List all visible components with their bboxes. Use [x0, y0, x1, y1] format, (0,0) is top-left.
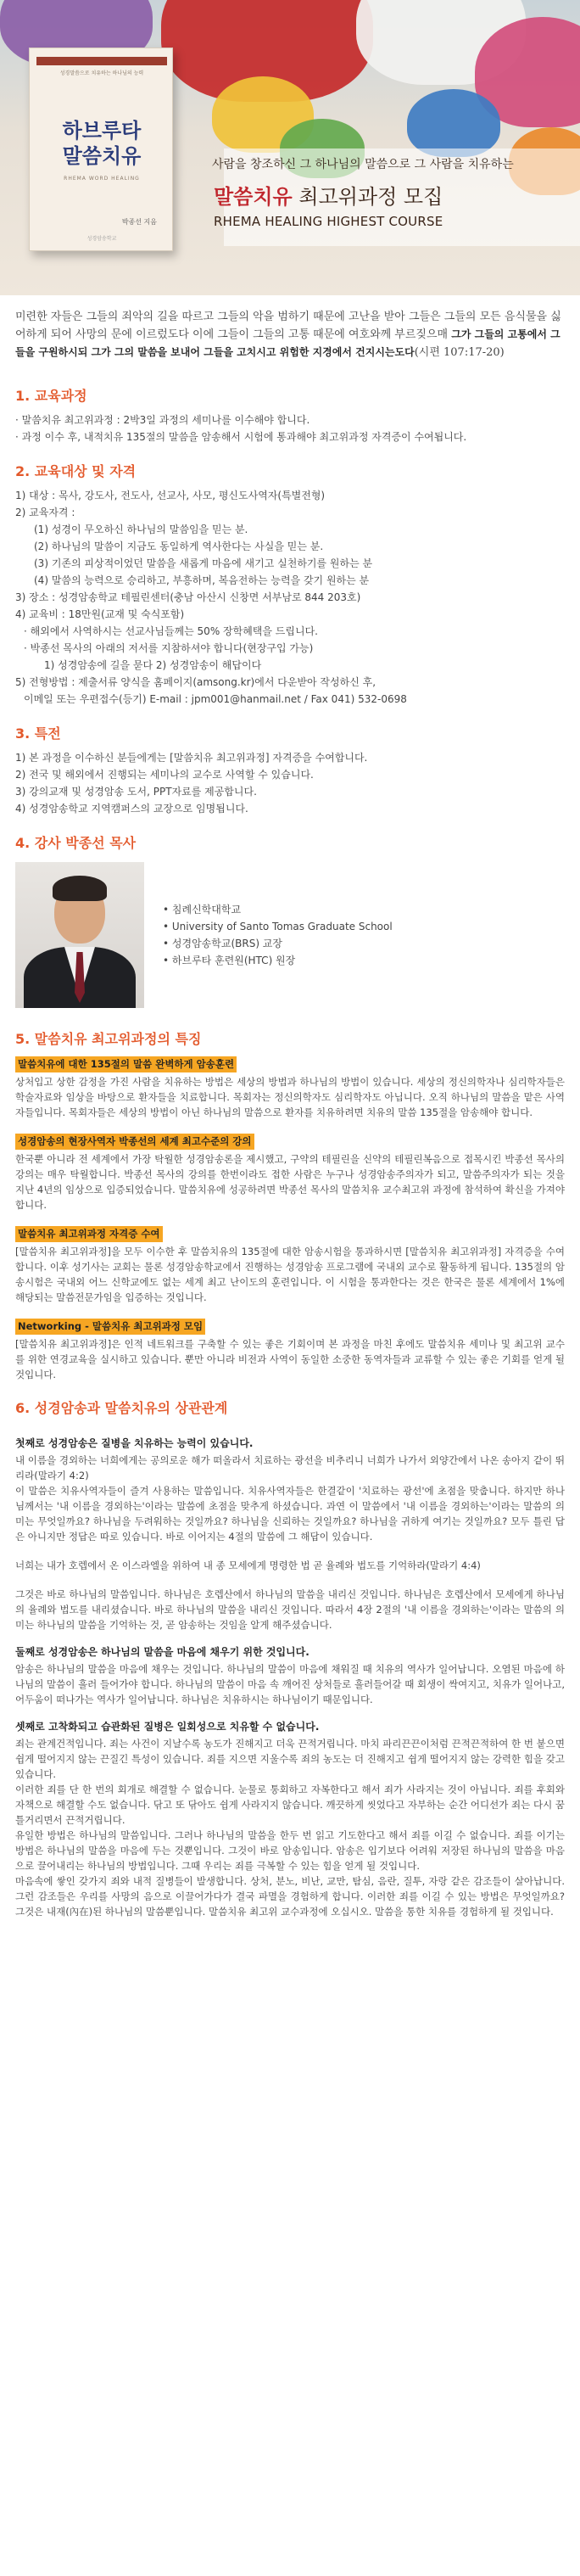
section-line: (4) 말씀의 능력으로 승리하고, 부흥하며, 복음전하는 능력을 갖기 원하는 분	[34, 574, 370, 586]
section-eligibility	[0, 461, 580, 708]
feature-heading: 성경암송의 현장사역자 박종선의 세계 최고수준의 강의	[15, 1134, 254, 1150]
point-heading: 셋째로 고착화되고 습관화된 질병은 일회성으로 치유할 수 없습니다.	[15, 1721, 320, 1733]
section-lecturer	[0, 832, 580, 852]
feature-body: [말씀치유 최고위과정]을 모두 이수한 후 말씀치유의 135절에 대한 암송시험을 통과하시면 [말씀치유 최고위과정] 자격증을 수여합니다. 이후 성기사는 교회는 물론 성경암송학교에서 진행하는 성경암송 프로그램에 국내외 교수로 활동하게 됩니다. 135절의 암송시험은 국내외 어느 신학교에도 없는 세계 최고 난이도의 훈련입니다. 이 시험을 통과한다는 것은 한국은 물론 세계에서 1%에 해당되는 말씀전문가임을 입증하는 것입니다.	[15, 1246, 565, 1303]
hero-title-main: 말씀치유	[214, 185, 293, 209]
spacer	[15, 1573, 565, 1585]
section-line: 이메일 또는 우편접수(등기) E-mail : jpm001@hanmail.net / Fax 041) 532-0698	[24, 693, 407, 705]
intro-bold: 그가 그들의 고통에서 그들을 구원하시되 그가 그의 말씀을 보내어 그들을 고치시고 위험한 지경에서 건지시는도다	[15, 328, 560, 358]
point-body: 내 이름을 경외하는 너희에게는 공의로운 해가 떠올라서 치료하는 광선을 비추리니 너희가 나가서 외양간에서 나온 송아지 같이 뛰리라(말라기 4:2) 이 말씀은 치유사역자들이 즐겨 사용하는 말씀입니다. 치유사역자들은 한결같이 '치료하는 광선'에 초점을 맞춥니다. 하지만 하나님께서는 '내 이름을 경외하는'이라는 말씀에 초점을 맞추게 하셨습니다. 과연 이 말씀에서 '내 이름을 경외하는'이라는 말씀의 의미는 무엇일까요? 하나님을 두려워하는 것일까요? 하나님을 신뢰하는 것일까요? 하나님을 귀하게 여기는 것일까요? 모두 틀린 답은 아니지만 정답은 따로 있습니다. 바로 이어지는 4절의 말씀에 그 해답이 있습니다.	[15, 1454, 565, 1543]
feature-heading: Networking - 말씀치유 최고위과정 모임	[15, 1319, 205, 1335]
section-line: 1) 본 과정을 이수하신 분들에게는 [말씀치유 최고위과정] 자격증을 수여합니다.	[15, 752, 368, 764]
section-benefits	[0, 723, 580, 817]
section-line: 3) 강의교재 및 성경암송 도서, PPT자료를 제공합니다.	[15, 786, 257, 798]
section-line: 3) 장소 : 성경암송학교 테필린센터(충남 아산시 신창면 서부남로 844 203호)	[15, 591, 361, 603]
feature-heading: 말씀치유 최고위과정 자격증 수여	[15, 1226, 163, 1242]
feature-item	[0, 1132, 580, 1212]
hero-title-rest: 최고위과정 모집	[292, 185, 443, 209]
book-top-text: 성경말씀으로 치유하는 하나님의 능력	[59, 70, 144, 76]
point-heading: 둘째로 성경암송은 하나님의 말씀을 마음에 채우기 위한 것입니다.	[15, 1646, 310, 1658]
section-line: 2) 전국 및 해외에서 진행되는 세미나의 교수로 사역할 수 있습니다.	[15, 769, 314, 781]
book-author: 박종선 지음	[121, 218, 157, 226]
book-title-line1: 하브루타	[62, 118, 142, 143]
section-title: 5. 말씀치유 최고위과정의 특징	[15, 1031, 202, 1047]
credential-item: • 성경암송학교(BRS) 교장	[163, 938, 282, 949]
section-features	[0, 1028, 580, 1048]
section-line: 2) 교육자격 :	[15, 507, 75, 518]
book-publisher: 성경암송학교	[86, 236, 117, 242]
lecturer-credentials	[144, 901, 393, 969]
section-line: · 해외에서 사역하시는 선교사님들께는 50% 장학혜택을 드립니다.	[24, 625, 318, 637]
section-line: (3) 기존의 피상적이었던 말씀을 새롭게 마음에 새기고 실천하기를 원하는 분	[34, 557, 373, 569]
feature-body: 상처입고 상한 감정을 가진 사람을 치유하는 방법은 세상의 방법과 하나님의 방법이 있습니다. 세상의 정신의학자나 심리학자들은 학술자료와 임상을 바탕으로 환자들을 치료합니다. 목회자는 정신의학자도 심리학자도 아닙니다. 오직 하나님의 말씀을 맡은 사역자들입니다. 목회자들은 세상의 방법이 아닌 하나님의 말씀으로 환자를 치유하려면 치유의 말씀 135절을 암송해야 합니다.	[15, 1076, 565, 1118]
book-top-band	[36, 57, 167, 65]
section-title: 4. 강사 박종선 목사	[15, 835, 137, 851]
book-title-line2: 말씀치유	[62, 143, 142, 168]
spacer	[15, 1707, 565, 1719]
spacer	[15, 1544, 565, 1556]
book-subtitle: RHEMA WORD HEALING	[64, 176, 140, 182]
section-line: 1) 성경암송에 길을 묻다 2) 성경암송이 해답이다	[44, 659, 262, 671]
lecturer-photo	[15, 862, 144, 1008]
spacer	[15, 1919, 565, 1936]
feature-body: 한국뿐 아니라 전 세계에서 가장 탁월한 성경암송론을 제시했고, 구약의 테필린을 신약의 테필린복음으로 접목시킨 박종선 목사의 강의는 매우 탁월합니다. 박종선 목사의 강의를 한번이라도 접한 사람은 누구나 성경암송주의자가 되고, 말씀주의자가 되는 것을 지난 4년의 임상으로 입증되었습니다. 말씀치유에 성공하려면 박종선 목사의 말씀치유 교수최고위 과정에 참석하여 확신을 가져야 합니다.	[15, 1153, 565, 1211]
umbrella-blue	[407, 89, 500, 157]
credential-item: • University of Santo Tomas Graduate School	[163, 921, 393, 932]
section-line: (1) 성경이 무오하신 하나님의 말씀임을 믿는 분.	[34, 524, 248, 535]
spacer	[15, 1424, 565, 1436]
hero-banner	[0, 0, 580, 295]
intro-normal: 미련한 자들은 그들의 죄악의 길을 따르고 그들의 악을 범하기 때문에 고난을 받아 그들은 그들의 모든 음식물을 싫어하게 되어 사망의 문에 이르렀도다 이에 그들이 그들의 고통 때문에 여호와께 부르짖으매	[15, 311, 561, 341]
feature-item	[0, 1055, 580, 1120]
spacer	[15, 1632, 565, 1644]
section-title: 1. 교육과정	[15, 388, 87, 404]
section-line: 4) 교육비 : 18만원(교재 및 숙식포함)	[15, 608, 185, 620]
section-line: · 박종선 목사의 아래의 저서를 지참하셔야 합니다(현장구입 가능)	[24, 642, 314, 654]
section-line: 1) 대상 : 목사, 강도사, 전도사, 선교사, 사모, 평신도사역자(특별전형)	[15, 490, 326, 501]
section-line: 5) 전형방법 : 제출서류 양식을 홈페이지(amsong.kr)에서 다운받아 작성하신 후,	[15, 676, 376, 688]
section-title: 6. 성경암송과 말씀치유의 상관관계	[15, 1400, 228, 1416]
point-body: 암송은 하나님의 말씀을 마음에 채우는 것입니다. 하나님의 말씀이 마음에 채워질 때 치유의 역사가 일어납니다. 오염된 마음에 하나님의 말씀이 흘러 들어가야 합니다. 하나님의 말씀이 마음 속 깨어진 상처들로 흘러들어갈 때 회생이 싹여지고, 치유가 일어나고, 어두움이 떠나가는 역사가 일어납니다. 하나님은 치유하시는 하나님이기 때문입니다.	[15, 1663, 565, 1705]
section-line: · 과정 이수 후, 내적치유 135절의 말씀을 암송해서 시험에 통과해야 최고위과정 자격증이 수여됩니다.	[15, 431, 467, 443]
feature-body: [말씀치유 최고위과정]은 인적 네트워크를 구축할 수 있는 좋은 기회이며 본 과정을 마친 후에도 말씀치유 세미나 및 최고위 교수를 위한 연경교육을 실시하고 있습니다. 뿐만 아니라 비전과 사역이 동일한 소중한 동역자들과 교류할 수 있는 좋은 기회를 얻게 될 것입니다.	[15, 1338, 565, 1380]
section-line: (2) 하나님의 말씀이 지금도 동일하게 역사한다는 사실을 믿는 분.	[34, 540, 324, 552]
section-curriculum	[0, 385, 580, 445]
section-relationship	[0, 1397, 580, 1936]
intro-ref: (시편 107:17-20)	[414, 346, 505, 359]
book-title	[30, 118, 174, 169]
hero-title	[214, 180, 443, 210]
book-cover	[29, 48, 173, 251]
hero-title-english: RHEMA HEALING HIGHEST COURSE	[214, 214, 443, 229]
point-heading: 첫째로 성경암송은 질병을 치유하는 능력이 있습니다.	[15, 1437, 254, 1449]
intro-verse	[0, 295, 580, 370]
section-title: 2. 교육대상 및 자격	[15, 463, 137, 479]
photo-hair	[53, 876, 107, 901]
feature-item	[0, 1317, 580, 1382]
lecturer-profile	[0, 859, 580, 1008]
point-body: 너희는 내가 호렙에서 온 이스라엘을 위하여 내 종 모세에게 명령한 법 곧 율례와 법도를 기억하라(말라기 4:4)	[15, 1560, 481, 1571]
hero-tagline: 사람을 창조하신 그 하나님의 말씀으로 그 사람을 치유하는	[212, 158, 514, 171]
point-body: 그것은 바로 하나님의 말씀입니다. 하나님은 호렙산에서 하나님의 말씀을 내리신 것입니다. 하나님은 호렙산에서 모세에게 하나님의 율례와 법도를 내리셨습니다. 바로 하나님의 말씀을 내리신 것입니다. 따라서 4장 2절의 '내 이름을 경외하는'이라는 말씀의 의미는 하나님의 말씀을 기억하는 것, 곧 암송하는 것임을 알게 해주셨습니다.	[15, 1588, 565, 1631]
feature-heading: 말씀치유에 대한 135절의 말씀 완벽하게 암송훈련	[15, 1056, 237, 1072]
section-line: · 말씀치유 최고위과정 : 2박3일 과정의 세미나를 이수해야 합니다.	[15, 414, 310, 426]
section-title: 3. 특전	[15, 725, 61, 742]
credential-item: • 침례신학대학교	[163, 904, 242, 916]
section-line: 4) 성경암송학교 지역캠퍼스의 교장으로 임명됩니다.	[15, 803, 248, 815]
point-body: 죄는 관계건적입니다. 죄는 사건이 지날수록 농도가 진해지고 더욱 끈적거립니다. 마치 파리끈끈이처럼 끈적끈적하여 한 번 붙으면 쉽게 떨어지지 않는 끈질긴 특성이 있습니다. 죄를 지으면 지울수록 죄의 농도는 더 진해지고 쉽게 떨어지지 않는 강력한 힘을 갖고 있습니다. 이러한 죄를 단 한 번의 회개로 해결할 수 없습니다. 눈물로 통회하고 자복한다고 해서 죄가 사라지는 것이 아닙니다. 죄를 후회와 자책으로 해결할 수도 없습니다. 닦고 또 닦아도 쉽게 사라지지 않습니다. 깨끗하게 씻었다고 자부하는 순간 어디선가 죄는 다시 꿈틀거리면서 끈적거립니다. 유일한 방법은 하나님의 말씀입니다. 그러나 하나님의 말씀을 한두 번 읽고 기도한다고 해서 죄를 이길 수 없습니다. 죄를 이기는 방법은 하나님의 말씀을 마음에 두는 것뿐입니다. 그것이 바로 암송입니다. 암송은 입기보다 어려워 저장된 하나님의 말씀을 마음으로 끌어내리는 하나님의 방법입니다. 그때 우리는 죄를 극복할 수 있는 힘을 얻게 될 것입니다. 마음속에 쌓인 갖가지 죄와 내적 질병들이 발생합니다. 상처, 분노, 비난, 교만, 탐심, 음란, 질투, 자랑 같은 감조들이 살아납니다. 그런 감조들은 우리를 사망의 음으로 이끌어가다가 결국 파멸을 경험하게 합니다. 이러한 죄를 이길 수 있는 방법은 무엇일까요? 그것은 내재(內在)된 하나님의 말씀뿐입니다. 말씀치유 최고위 교수과정에 오십시오. 말씀을 통한 치유를 경험하게 될 것입니다.	[15, 1738, 565, 1918]
feature-item	[0, 1224, 580, 1305]
credential-item: • 하브루타 훈련원(HTC) 원장	[163, 955, 296, 966]
